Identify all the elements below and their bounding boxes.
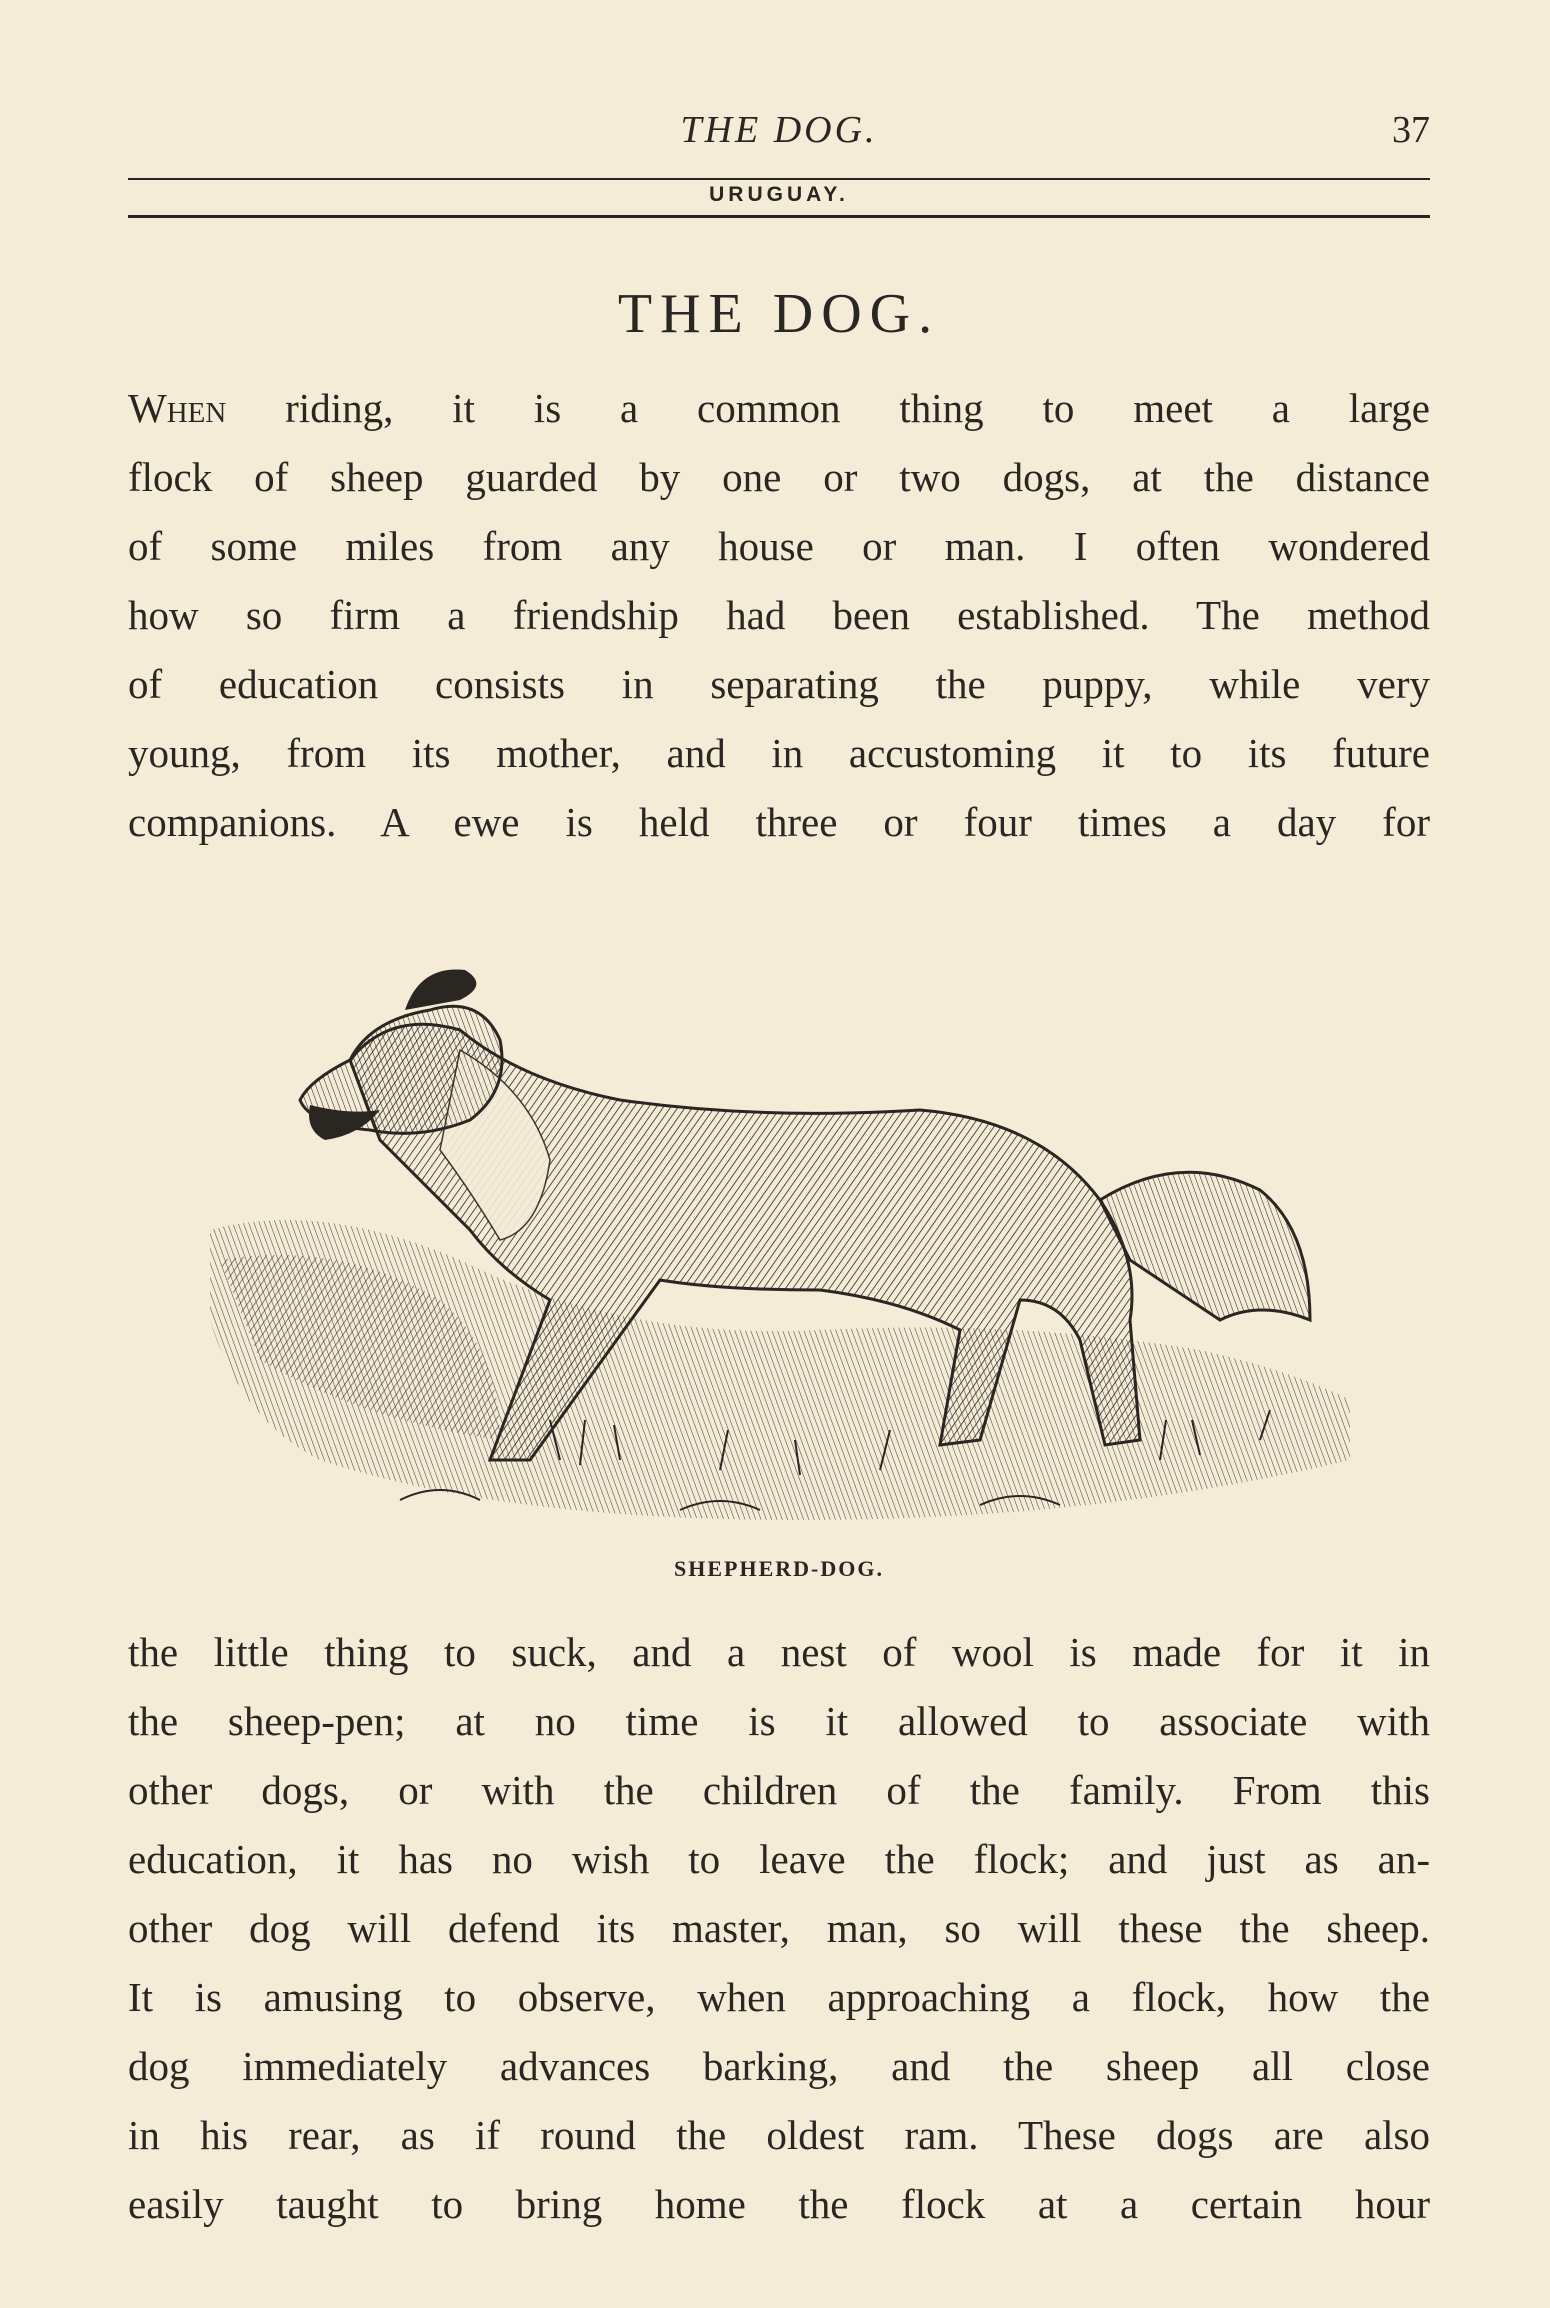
paragraph-line: other dogs, or with the children of the family. From this	[128, 1767, 1430, 1813]
page-number: 37	[1392, 109, 1430, 151]
paragraph-line: education, it has no wish to leave the flock; and just as an-	[128, 1836, 1430, 1882]
paragraph-line: the little thing to suck, and a nest of wool is made for it in	[128, 1629, 1430, 1675]
chapter-title: THE DOG.	[617, 283, 941, 345]
running-head	[128, 108, 1430, 160]
figure-caption: SHEPHERD-DOG.	[674, 1556, 884, 1581]
paragraph-2	[128, 1618, 1430, 2239]
paragraph-line: of some miles from any house or man. I often wondered	[128, 523, 1430, 569]
paragraph-line: flock of sheep guarded by one or two dogs, at the distance	[128, 454, 1430, 500]
drop-word: When	[128, 385, 227, 431]
paragraph-line: It is amusing to observe, when approaching a flock, how the	[128, 1974, 1430, 2020]
paragraph-line: other dog will defend its master, man, so will these the sheep.	[128, 1905, 1430, 1951]
shepherd-dog-engraving	[200, 900, 1360, 1540]
paragraph-line: young, from its mother, and in accustoming it to its future	[128, 730, 1430, 776]
header-rule-top	[128, 178, 1430, 180]
paragraph-line: how so firm a friendship had been established. The method	[128, 592, 1430, 638]
paragraph-line: easily taught to bring home the flock at a certain hour	[128, 2181, 1430, 2227]
paragraph-1	[128, 374, 1430, 857]
paragraph-line: in his rear, as if round the oldest ram. These dogs are also	[128, 2112, 1430, 2158]
header-rule-bottom	[128, 215, 1430, 218]
paragraph-line: the sheep-pen; at no time is it allowed to associate with	[128, 1698, 1430, 1744]
section-heading: URUGUAY.	[709, 183, 849, 206]
paragraph-line: dog immediately advances barking, and the sheep all close	[128, 2043, 1430, 2089]
running-title: THE DOG.	[680, 109, 878, 151]
paragraph-line: companions. A ewe is held three or four times a day for	[128, 799, 1430, 845]
paragraph-line: When riding, it is a common thing to meet a large	[128, 385, 1430, 431]
paragraph-line: of education consists in separating the puppy, while very	[128, 661, 1430, 707]
